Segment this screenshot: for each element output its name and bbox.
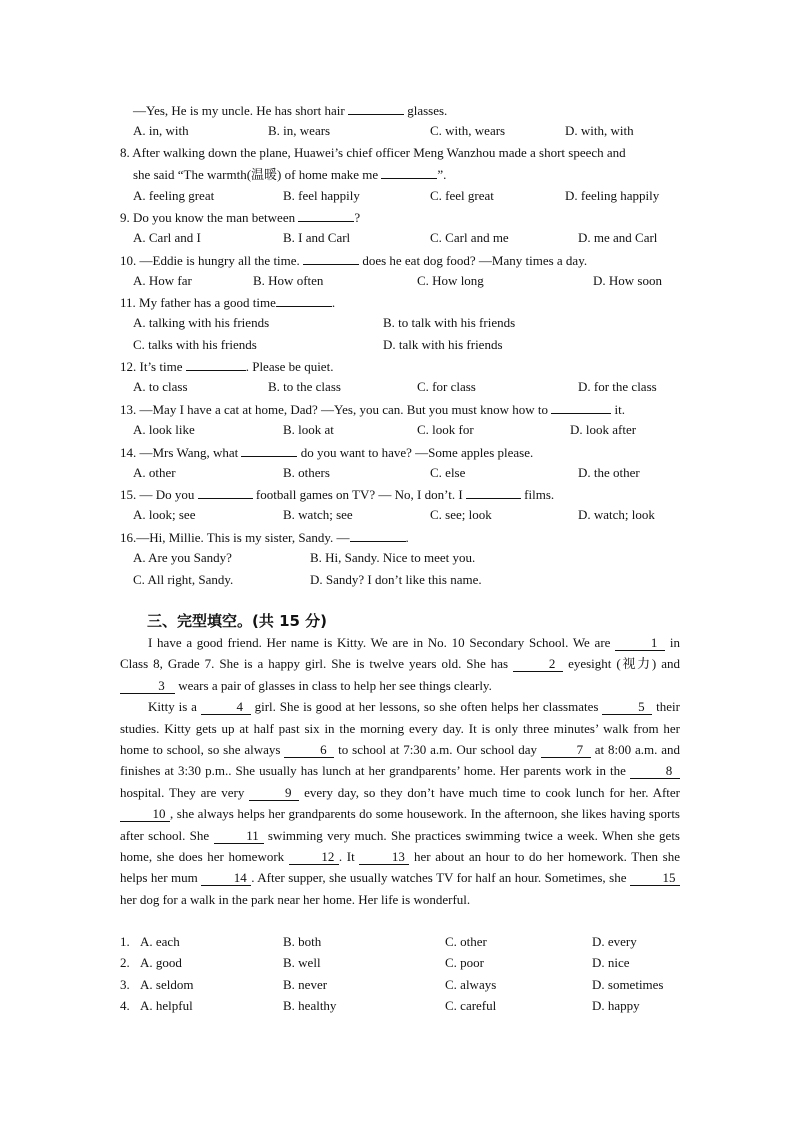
blank-4[interactable]: 4 (201, 700, 251, 715)
cloze-2-option-b: B. well (283, 955, 321, 970)
blank-2[interactable]: 2 (513, 657, 563, 672)
q11-option-a: A. talking with his friends (133, 315, 270, 330)
blank-11[interactable]: 11 (214, 829, 264, 844)
q14-option-b: B. others (283, 465, 330, 480)
q10-option-c: C. How long (417, 273, 484, 288)
blank-1[interactable]: 1 (615, 636, 665, 651)
q14-option-d: D. the other (578, 465, 640, 480)
question-13-stem: 13. —May I have a cat at home, Dad? —Yes, you can. But you must know how to it. (120, 402, 625, 417)
q16-option-c: C. All right, Sandy. (133, 572, 234, 587)
cloze-4-option-b: B. healthy (283, 998, 337, 1013)
blank-3[interactable]: 3 (120, 679, 175, 694)
question-9-stem: 9. Do you know the man between ? (120, 210, 361, 225)
q16-option-d: D. Sandy? I don’t like this name. (310, 572, 482, 587)
cloze-4-number: 4. (120, 998, 130, 1013)
q9-option-a: A. Carl and I (133, 230, 201, 245)
q10-option-d: D. How soon (593, 273, 662, 288)
q8-option-d: D. feeling happily (565, 188, 660, 203)
cloze-4-option-d: D. happy (592, 998, 640, 1013)
q15-option-d: D. watch; look (578, 507, 655, 522)
q14-option-a: A. other (133, 465, 176, 480)
q9-option-d: D. me and Carl (578, 230, 658, 245)
cloze-1-number: 1. (120, 934, 130, 949)
q8-option-b: B. feel happily (283, 188, 360, 203)
q8-option-c: C. feel great (430, 188, 494, 203)
cloze-4-option-c: C. careful (445, 998, 497, 1013)
cloze-passage (120, 632, 680, 910)
blank-13[interactable]: 13 (359, 850, 409, 865)
q12-option-b: B. to the class (268, 379, 341, 394)
blank-10[interactable]: 10 (120, 807, 170, 822)
cloze-1-option-c: C. other (445, 934, 487, 949)
cloze-2-number: 2. (120, 955, 130, 970)
blank-8[interactable]: 8 (630, 764, 680, 779)
q16-option-b: B. Hi, Sandy. Nice to meet you. (310, 550, 476, 565)
q12-option-d: D. for the class (578, 379, 657, 394)
passage-paragraph-1: I have a good friend. Her name is Kitty. We are in No. 10 Secondary School. We are 1 in Class 8, Grade 7. She is a happy girl. She is twelve years old. She has 2 eyesight (视力) and 3 wears a pair of glasses in class to help her see things clearly. (120, 635, 680, 693)
q11-option-c: C. talks with his friends (133, 337, 257, 352)
q7-option-b: B. in, wears (268, 123, 331, 138)
q11-option-b: B. to talk with his friends (383, 315, 516, 330)
q15-option-c: C. see; look (430, 507, 492, 522)
cloze-2-option-a: A. good (140, 955, 182, 970)
q7-option-a: A. in, with (133, 123, 189, 138)
q7-option-c: C. with, wears (430, 123, 506, 138)
q13-option-c: C. look for (417, 422, 474, 437)
blank-7[interactable]: 7 (541, 743, 591, 758)
question-7-stem: —Yes, He is my uncle. He has short hair glasses. (133, 103, 448, 118)
cloze-1-option-d: D. every (592, 934, 637, 949)
cloze-3-option-a: A. seldom (140, 977, 194, 992)
cloze-2-option-d: D. nice (592, 955, 630, 970)
blank-15[interactable]: 15 (630, 871, 680, 886)
q11-option-d: D. talk with his friends (383, 337, 503, 352)
question-12-stem: 12. It’s time . Please be quiet. (120, 359, 334, 374)
question-8-stem-2: she said “The warmth(温暖) of home make me ”. (133, 167, 447, 182)
cloze-3-option-d: D. sometimes (592, 977, 664, 992)
question-8-stem: 8. After walking down the plane, Huawei’s chief officer Meng Wanzhou made a short speech and (120, 145, 626, 160)
cloze-3-option-b: B. never (283, 977, 328, 992)
q10-option-a: A. How far (133, 273, 192, 288)
section-heading: 三、完型填空。(共 15 分) (147, 612, 328, 630)
q16-option-a: A. Are you Sandy? (133, 550, 232, 565)
passage-paragraph-2: Kitty is a 4 girl. She is good at her lessons, so she often helps her classmates 5 their studies. Kitty gets up at half past six in the morning every day. It is only three minutes’ walk from her home to school, so she always 6 to school at 7:30 a.m. Our school day 7 at 8:00 a.m. and finishes at 3:30 p.m.. She usually has lunch at her grandparents’ home. Her parents work in the 8 hospital. They are very 9 every day, so they don’t have much time to cook lunch for her. After 10 , she always helps her grandparents do some housework. In the afternoon, she likes having sports after school. She 11 swimming very much. She practices swimming twice a week. When she gets home, she does her homework 12 . It 13 her about an hour to do her homework. Then she helps her mum 14 . After supper, she usually watches TV for half an hour. Sometimes, she 15 her dog for a walk in the park near her home. Her life is wonderful. (120, 699, 681, 907)
q13-option-b: B. look at (283, 422, 334, 437)
q8-option-a: A. feeling great (133, 188, 215, 203)
cloze-3-number: 3. (120, 977, 130, 992)
q12-option-c: C. for class (417, 379, 476, 394)
q12-option-a: A. to class (133, 379, 188, 394)
q10-option-b: B. How often (253, 273, 324, 288)
q13-option-a: A. look like (133, 422, 195, 437)
blank-9[interactable]: 9 (249, 786, 299, 801)
q14-option-c: C. else (430, 465, 466, 480)
question-10-stem: 10. —Eddie is hungry all the time. does he eat dog food? —Many times a day. (120, 253, 588, 268)
q15-option-a: A. look; see (133, 507, 196, 522)
q9-option-b: B. I and Carl (283, 230, 351, 245)
cloze-1-option-a: A. each (140, 934, 180, 949)
question-16-stem: 16.—Hi, Millie. This is my sister, Sandy. — . (120, 530, 409, 545)
question-11-stem: 11. My father has a good time . (120, 295, 336, 310)
cloze-2-option-c: C. poor (445, 955, 484, 970)
blank-14[interactable]: 14 (201, 871, 251, 886)
cloze-4-option-a: A. helpful (140, 998, 193, 1013)
q7-option-d: D. with, with (565, 123, 634, 138)
blank-6[interactable]: 6 (284, 743, 334, 758)
question-15-stem: 15. — Do you football games on TV? — No, I don’t. I films. (120, 487, 555, 502)
q9-option-c: C. Carl and me (430, 230, 509, 245)
q15-option-b: B. watch; see (283, 507, 353, 522)
q13-option-d: D. look after (570, 422, 637, 437)
cloze-3-option-c: C. always (445, 977, 497, 992)
cloze-1-option-b: B. both (283, 934, 322, 949)
question-14-stem: 14. —Mrs Wang, what do you want to have? —Some apples please. (120, 445, 534, 460)
blank-12[interactable]: 12 (289, 850, 339, 865)
blank-5[interactable]: 5 (602, 700, 652, 715)
